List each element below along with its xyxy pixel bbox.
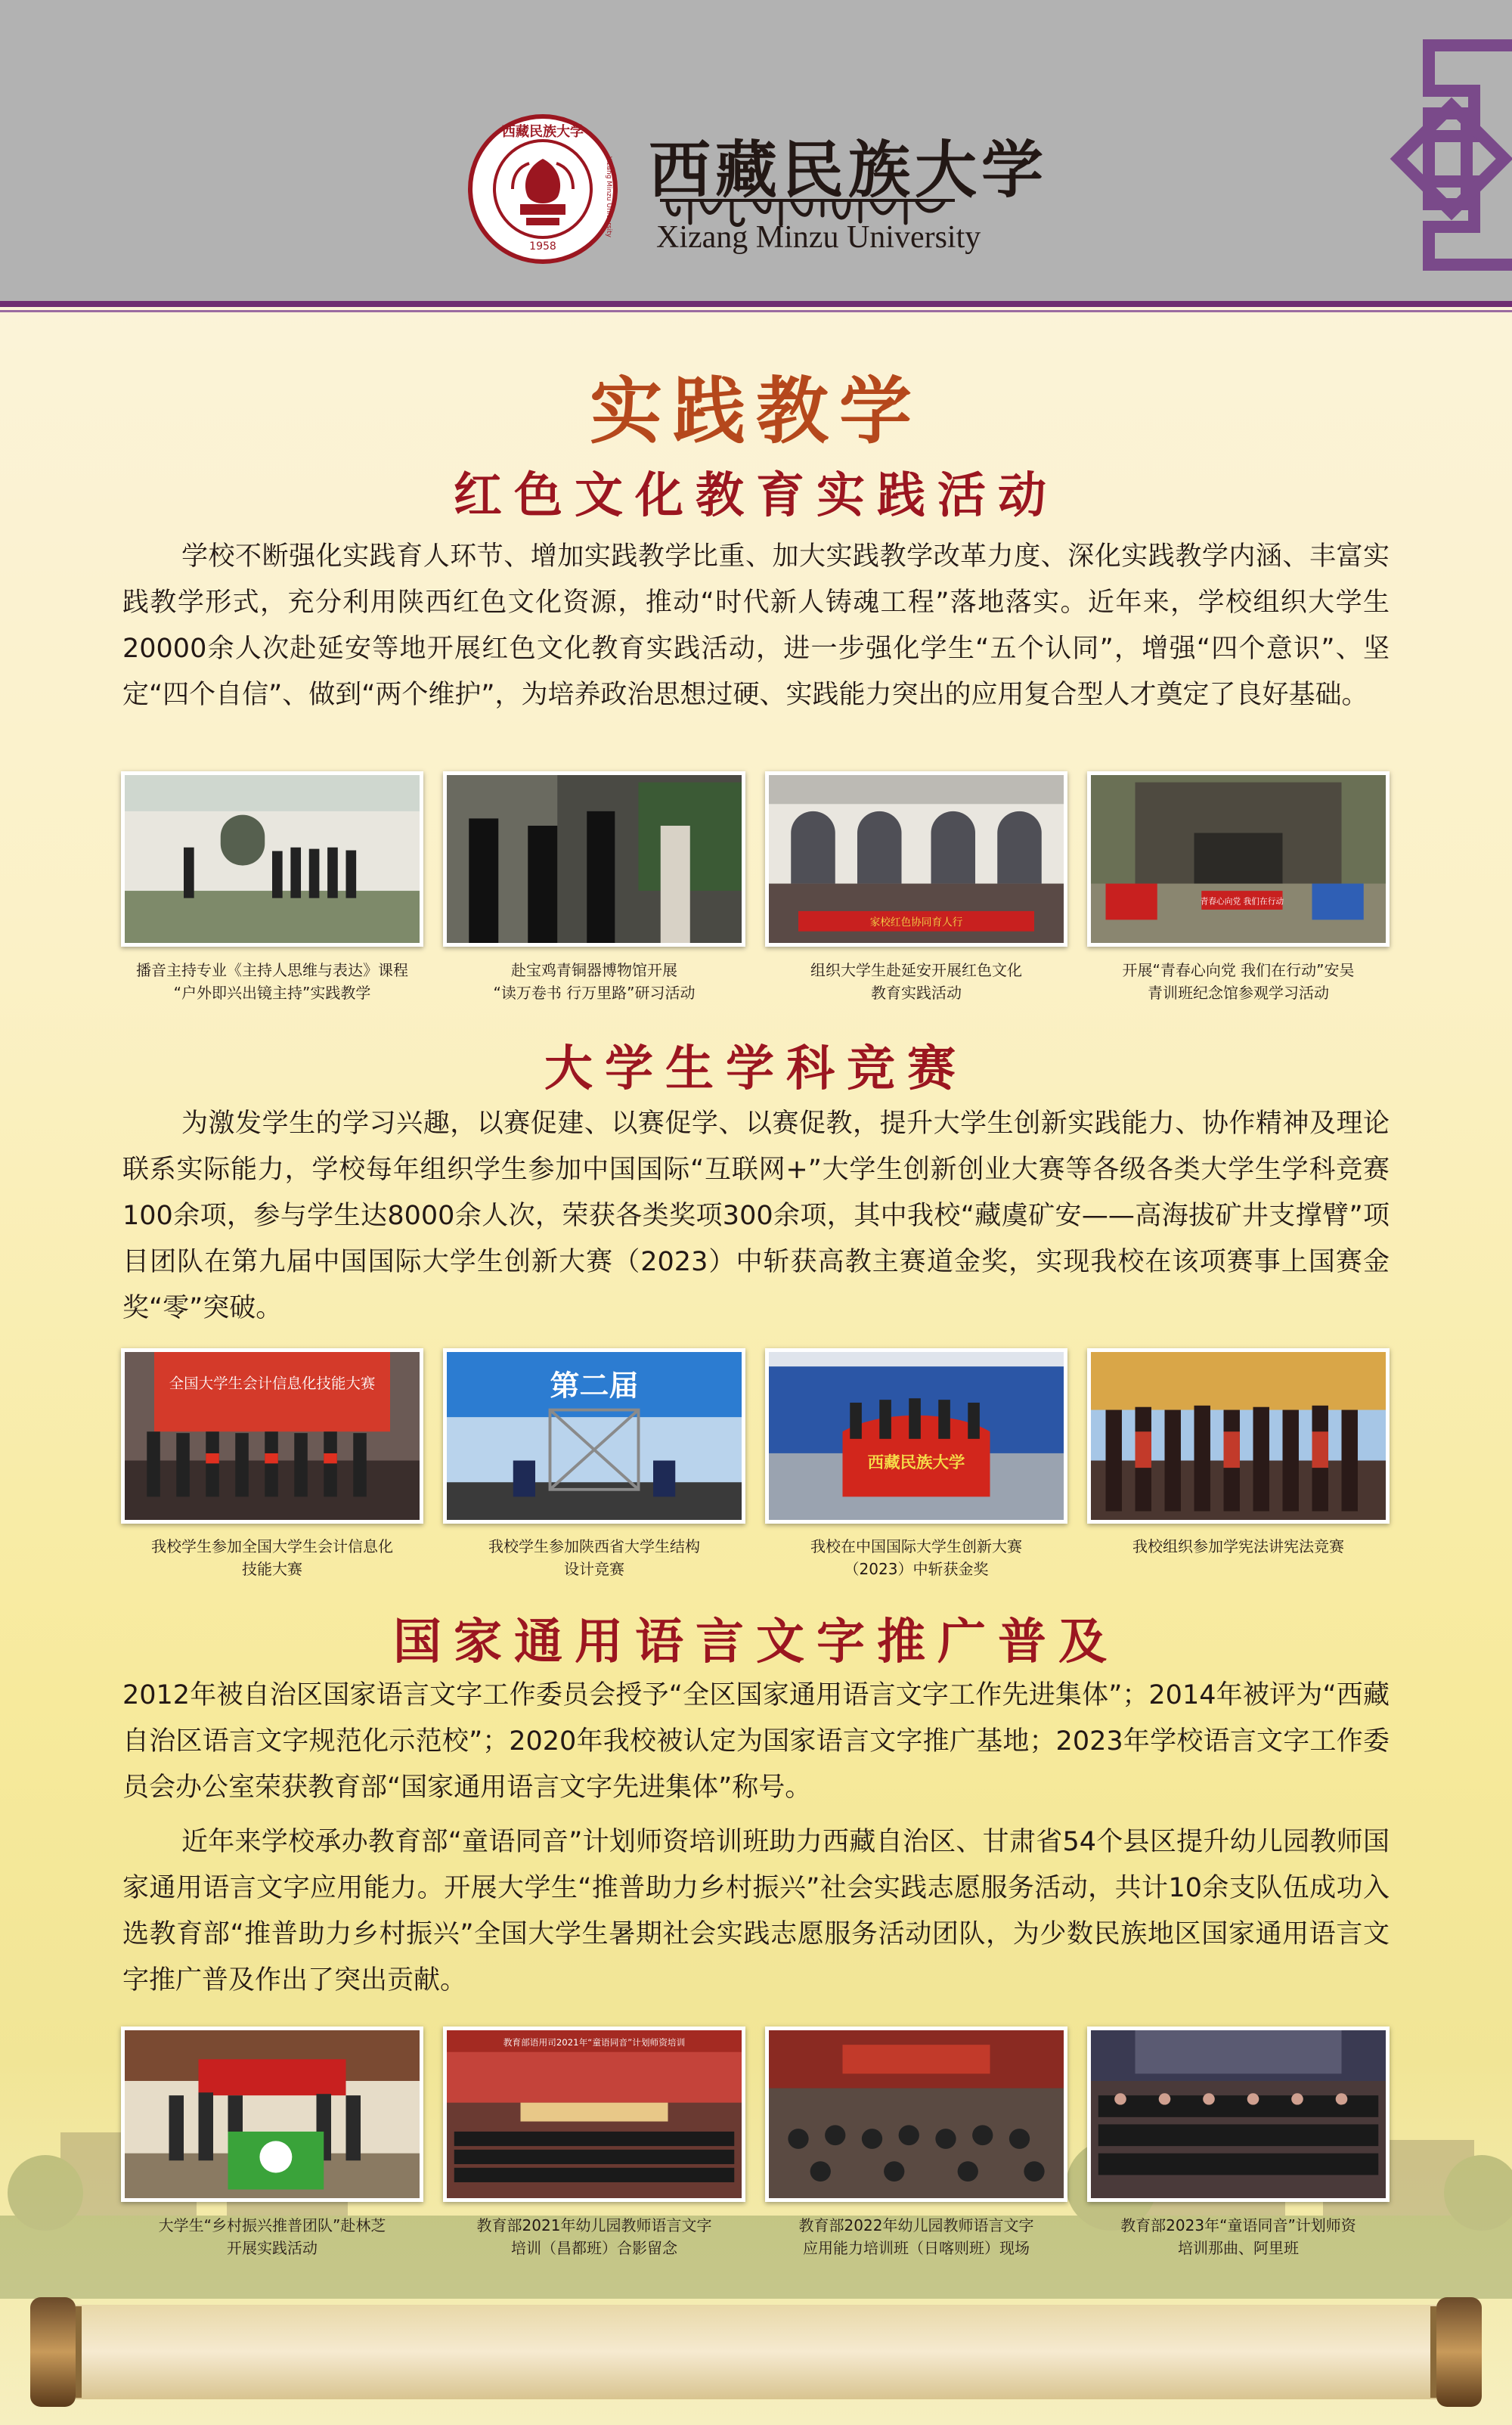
photo-caption [758, 959, 1075, 1004]
caption-line: 我校学生参加全国大学生会计信息化 [151, 1537, 393, 1555]
photo-rural-team-linzhi [121, 2027, 423, 2202]
svg-text:Xizang Minzu University [605, 156, 612, 238]
caption-line: 组织大学生赴延安开展红色文化 [810, 961, 1022, 979]
caption-line: 开展“青春心向党 我们在行动”安吴 [1122, 961, 1355, 979]
photo-accounting-contest [121, 1348, 423, 1524]
caption-line: 设计竞赛 [564, 1560, 624, 1578]
svg-text:家校红色协同育人行 [870, 916, 963, 929]
svg-text:西藏民族大学 [502, 123, 584, 140]
photo-caption [758, 1535, 1075, 1580]
photo-caption [1080, 959, 1397, 1004]
photo-caption [435, 1535, 753, 1580]
seal-name: 西藏民族大学 [502, 124, 584, 140]
photo-caption [435, 2214, 753, 2259]
endless-knot-ornament [1383, 30, 1512, 280]
caption-line: 技能大赛 [242, 1560, 302, 1578]
university-name-en: Xizang Minzu University [656, 220, 981, 255]
seal-year: 1958 [529, 240, 556, 253]
header-divider [0, 301, 1512, 307]
section-paragraph: 2012年被自治区国家语言文字工作委员会授予“全区国家通用语言文字工作先进集体”；2014年被评为“西藏自治区语言文字规范化示范校”；2020年我校被认定为国家语言文字推广基地；2023年学校语言文字工作委员会办公室荣获教育部“国家通用语言文字先进集体”称号。 [122, 1680, 1390, 1803]
photo-2022-shigatse-class [765, 2027, 1067, 2202]
university-name-cn: 西藏民族大学 [649, 134, 1049, 206]
section-paragraph: 为激发学生的学习兴趣，以赛促建、以赛促学、以赛促教，提升大学生创新实践能力、协作精神及理论联系实际能力，学校每年组织学生参加中国国际“互联网+”大学生创新创业大赛等各级各类大学生学科竞赛100余项，参与学生达8000余人次，荣获各类奖项300余项，其中我校“藏虞矿安——高海拔矿井支撑臂”项目团队在第九届中国国际大学生创新大赛（2023）中斩获高教主赛道金奖，实现我校在该项赛事上国赛金奖“零”突破。 [122, 1109, 1390, 1323]
caption-line: “户外即兴出镜主持”实践教学 [173, 984, 371, 1002]
caption-line: 教育部2022年幼儿园教师语言文字 [798, 2216, 1034, 2234]
caption-line: “读万卷书 行万里路”研习活动 [493, 984, 696, 1002]
photo-innovation-gold [765, 1348, 1067, 1524]
photo-banner-text: 西藏民族大学 [867, 1453, 965, 1473]
svg-text:教育部语用司2021年“童语同音”计划师资培训 [503, 2037, 686, 2048]
svg-text:1958 [529, 240, 556, 253]
caption-line: 开展实践活动 [227, 2239, 318, 2257]
svg-text:青春心向党 我们在行动 [1201, 896, 1284, 906]
section-paragraph: 学校不断强化实践育人环节、增加实践教学比重、加大实践教学改革力度、深化实践教学内涵、丰富实践教学形式，充分利用陕西红色文化资源，推动“时代新人铸魂工程”落地落实。近年来，学校组织大学生20000余人次赴延安等地开展红色文化教育实践活动，进一步强化学生“五个认同”，增强“四个意识”、坚定“四个自信”、做到“两个维护”，为培养政治思想过硬、实践能力突出的应用复合型人才奠定了良好基础。 [122, 541, 1390, 710]
section-title-language-promotion: 国家通用语言文字推广普及 [393, 1614, 1119, 1670]
photo-banner-text: 家校红色协同育人行 [869, 916, 963, 929]
photo-row-red-culture [121, 771, 1391, 953]
photo-caption [113, 1535, 431, 1580]
caption-line: 教育部2023年“童语同音”计划师资 [1120, 2216, 1356, 2234]
svg-text:全国大学生会计信息化技能大赛 [169, 1375, 376, 1392]
photo-outdoor-hosting [121, 771, 423, 947]
caption-line: 播音主持专业《主持人思维与表达》课程 [136, 961, 408, 979]
university-logo [467, 113, 1049, 265]
photo-row-competitions [121, 1348, 1391, 1530]
section-title-competitions: 大学生学科竞赛 [544, 1040, 968, 1097]
caption-line: 教育实践活动 [871, 984, 962, 1002]
caption-line: 我校在中国国际大学生创新大赛 [810, 1537, 1022, 1555]
photo-row-language [121, 2027, 1391, 2208]
photo-banner-text: 教育部语用司2021年“童语同音”计划师资培训 [503, 2037, 686, 2048]
section-title-red-culture: 红色文化教育实践活动 [454, 467, 1058, 524]
caption-line: 青训班纪念馆参观学习活动 [1148, 984, 1329, 1002]
photo-2023-nagqu-ngari-class [1087, 2027, 1390, 2202]
photo-banner-text: 青春心向党 我们在行动 [1200, 896, 1284, 907]
photo-caption [758, 2214, 1075, 2259]
caption-line: 应用能力培训班（日喀则班）现场 [803, 2239, 1030, 2257]
photo-banner-text: 全国大学生会计信息化技能大赛 [169, 1375, 376, 1392]
photo-caption [113, 959, 431, 1004]
caption-line: 我校组织参加学宪法讲宪法竞赛 [1132, 1537, 1344, 1555]
caption-line: （2023）中斩获金奖 [844, 1560, 989, 1578]
photo-anwu-memorial [1087, 771, 1390, 947]
photo-banner-text: 第二届 [550, 1369, 639, 1403]
caption-line: 教育部2021年幼儿园教师语言文字 [476, 2216, 712, 2234]
photo-caption [113, 2214, 431, 2259]
section-paragraph: 近年来学校承办教育部“童语同音”计划师资培训班助力西藏自治区、甘肃省54个县区提升幼儿园教师国家通用语言文字应用能力。开展大学生“推普助力乡村振兴”社会实践志愿服务活动，共计10余支队伍成功入选教育部“推普助力乡村振兴”全国大学生暑期社会实践志愿服务活动团队，为少数民族地区国家通用语言文字推广普及作出了突出贡献。 [122, 1827, 1390, 1996]
photo-yanan-group [765, 771, 1067, 947]
svg-text:第二届 [550, 1369, 639, 1403]
svg-text:西藏民族大学 [868, 1453, 965, 1472]
photo-caption [1080, 2214, 1397, 2259]
photo-caption [1080, 1535, 1397, 1558]
photo-caption [435, 959, 753, 1004]
photo-2021-changdu-class [443, 2027, 745, 2202]
seal-english: Xizang Minzu University [605, 156, 612, 237]
caption-line: 大学生“乡村振兴推普团队”赴林芝 [158, 2216, 386, 2234]
caption-line: 培训（昌都班）合影留念 [511, 2239, 677, 2257]
photo-constitution-contest [1087, 1348, 1390, 1524]
page-title: 实践教学 [590, 369, 922, 454]
header-divider-thin [0, 310, 1512, 312]
photo-bronze-museum [443, 771, 745, 947]
scroll-footer-ornament [30, 2290, 1482, 2414]
caption-line: 培训那曲、阿里班 [1178, 2239, 1299, 2257]
caption-line: 我校学生参加陕西省大学生结构 [488, 1537, 700, 1555]
university-seal-icon [467, 113, 618, 265]
photo-structure-contest [443, 1348, 745, 1524]
caption-line: 赴宝鸡青铜器博物馆开展 [511, 961, 677, 979]
